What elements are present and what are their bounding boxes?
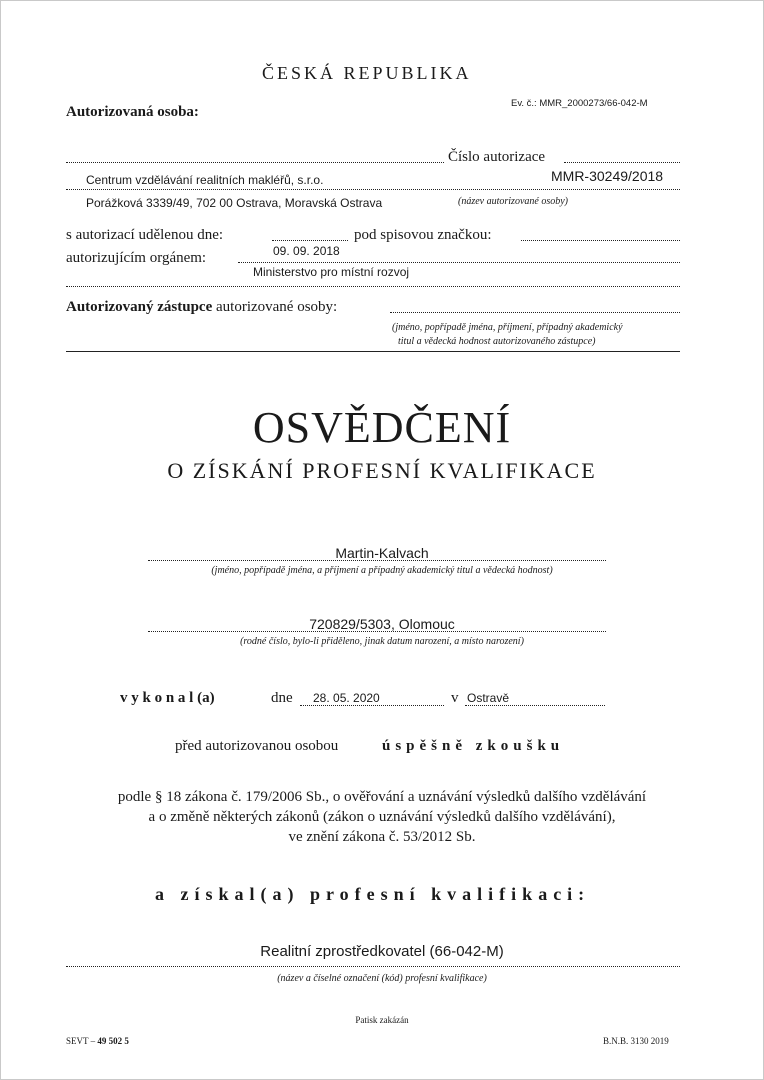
before-text: před autorizovanou osobou	[175, 738, 339, 754]
birth-caption: (rodné číslo, bylo-li přiděleno, jinak datum narození, a místo narození)	[240, 636, 524, 647]
success-text: úspěšně zkoušku	[382, 738, 565, 754]
law-line-3: ve znění zákona č. 53/2012 Sb.	[288, 829, 476, 845]
reprint-notice: Patisk zakázán	[355, 1015, 409, 1025]
exam-date-dotted	[300, 705, 444, 706]
form-code-right: B.N.B. 3130 2019	[603, 1036, 669, 1046]
representative-caption-1: (jméno, popřípadě jména, příjmení, případný akademický	[392, 322, 623, 333]
form-code-prefix: SEVT –	[66, 1036, 96, 1046]
granted-label: s autorizací udělenou dne:	[66, 227, 224, 243]
law-line-2: a o změně některých zákonů (zákon o uznávání výsledků dalšího vzdělávání),	[148, 809, 616, 825]
form-code-number: 49 502 5	[97, 1036, 129, 1046]
issuer-label: autorizujícím orgánem:	[66, 250, 207, 266]
performed-label: v y k o n a l (a)	[120, 690, 215, 706]
authority-name-caption: (název autorizované osoby)	[458, 196, 568, 207]
authority-dotted-line-2	[66, 189, 680, 190]
issuer-dotted	[238, 262, 680, 263]
representative-label-rest: autorizované osoby:	[216, 299, 338, 315]
ev-number: Ev. č.: MMR_2000273/66-042-M	[511, 98, 648, 109]
auth-number-label: Číslo autorizace	[448, 149, 546, 165]
auth-number-value: MMR-30249/2018	[551, 168, 664, 184]
authorized-person-label: Autorizovaná osoba:	[66, 104, 199, 120]
authority-address: Porážková 3339/49, 702 00 Ostrava, Moravská Ostrava	[86, 196, 383, 210]
place-label: v	[451, 690, 459, 706]
qualification-name: Realitní zprostředkovatel (66-042-M)	[260, 943, 504, 960]
form-code-left	[66, 1036, 129, 1046]
representative-caption-2: titul a vědecká hodnost autorizovaného zástupce)	[398, 336, 596, 347]
exam-date: 28. 05. 2020	[313, 691, 380, 705]
certificate-title: OSVĚDČENÍ	[252, 403, 512, 452]
authority-dotted-line-1	[66, 162, 444, 163]
birth-info: 720829/5303, Olomouc	[309, 616, 455, 632]
representative-dotted	[390, 312, 680, 313]
file-mark-dotted	[521, 240, 680, 241]
authority-name: Centrum vzdělávání realitních makléřů, s.r.o.	[86, 173, 324, 187]
holder-caption: (jméno, popřípadě jména, a příjmení a případný akademický titul a vědecká hodnost)	[211, 565, 553, 576]
qualification-dotted	[66, 966, 680, 967]
holder-name: Martin-Kalvach	[335, 545, 429, 561]
exam-place: Ostravě	[467, 691, 510, 705]
date-label: dne	[271, 690, 293, 706]
granted-date: 09. 09. 2018	[273, 244, 340, 258]
issuer-dotted-2	[66, 286, 680, 287]
representative-label	[66, 299, 337, 316]
exam-place-dotted	[465, 705, 605, 706]
qualification-caption: (název a číselné označení (kód) profesní kvalifikace)	[277, 973, 487, 984]
issuer-value: Ministerstvo pro místní rozvoj	[253, 265, 410, 279]
file-mark-label: pod spisovou značkou:	[354, 227, 492, 243]
country-title: ČESKÁ REPUBLIKA	[262, 63, 472, 83]
certificate-subtitle: O ZÍSKÁNÍ PROFESNÍ KVALIFIKACE	[167, 458, 597, 483]
auth-number-dotted	[564, 162, 680, 163]
representative-label-bold: Autorizovaný zástupce	[66, 299, 213, 315]
law-line-1: podle § 18 zákona č. 179/2006 Sb., o ověřování a uznávání výsledků dalšího vzdělávání	[117, 789, 647, 805]
granted-dotted	[272, 240, 348, 241]
obtained-text: a získal(a) profesní kvalifikaci:	[155, 884, 591, 904]
header-separator	[66, 351, 680, 352]
